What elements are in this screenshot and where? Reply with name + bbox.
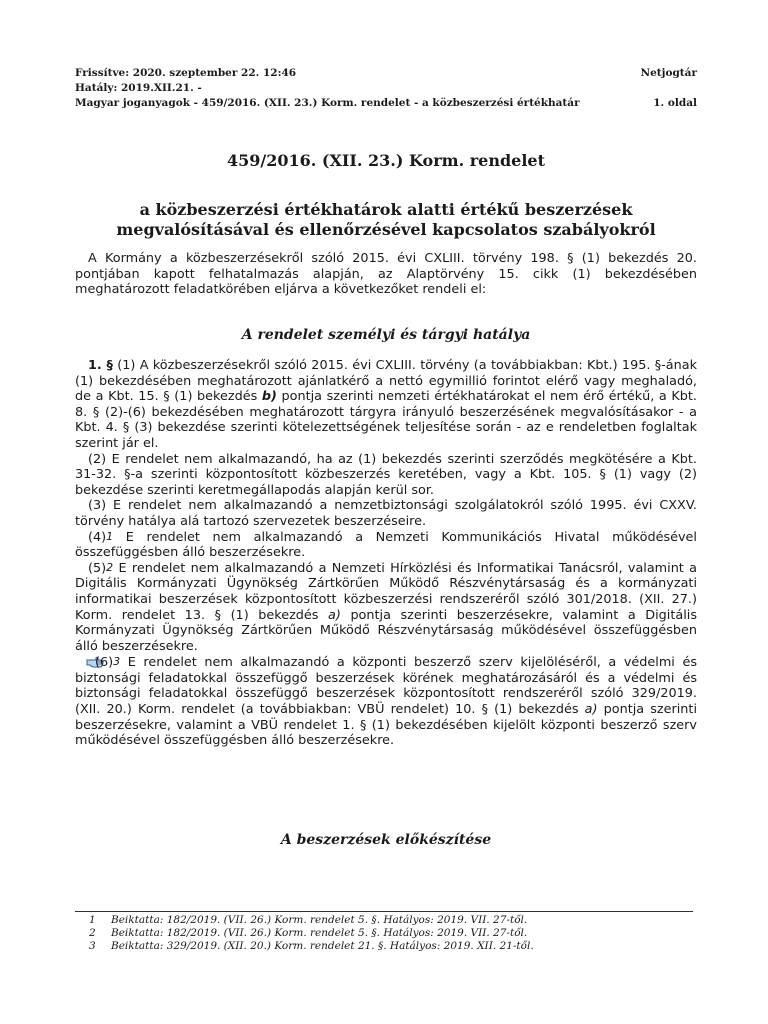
footnote-1: 1 Beiktatta: 182/2019. (VII. 26.) Korm. rendelet 5. §. Hatályos: 2019. VII. 27-től. xyxy=(89,914,528,926)
footnote-ref-2[interactable]: 2 xyxy=(106,560,114,574)
footnote-divider xyxy=(75,911,693,912)
section-heading-scope: A rendelet személyi és tárgyi hatálya xyxy=(241,327,531,343)
document-subtitle-line1: a közbeszerzési értékhatárok alatti értékű beszerzések xyxy=(139,200,633,219)
section-1-body xyxy=(75,358,697,749)
header-line-doc xyxy=(75,96,697,111)
paragraph-4: $(4)^1$ E rendelet nem alkalmazandó a Nemzeti Kommunikációs Hivatal működésével összefüggésben álló beszerzésekre. xyxy=(75,529,697,561)
header-line-effective xyxy=(75,81,697,96)
paragraph-1: 1. § (1) A közbeszerzésekről szóló 2015. évi CXLIII. törvény (a továbbiakban: Kbt.) 195. §-ának (1) bekezdésében meghatározott ajánlatkérő a nettó egymillió forintot elérő vagy meghaladó, de a Kbt. 15. § (1) bekezdés b) pontja szerinti nemzeti értékhatárokat el nem érő értékű, a Kbt. 8. § (2)-(6) bekezdésében meghatározott tárgyra irányuló beszerzésének megvalósításakor - a Kbt. 4. § (3) bekezdése szerinti kötelezettségének teljesítése során - az e rendeletben foglaltak szerint jár el. xyxy=(75,358,697,451)
document-subtitle-line2: megvalósításával és ellenőrzésével kapcsolatos szabályokról xyxy=(116,220,656,239)
footnote-ref-3[interactable]: 3 xyxy=(113,655,121,669)
footnote-3: 3 Beiktatta: 329/2019. (XII. 20.) Korm. rendelet 21. §. Hatályos: 2019. XII. 21-től. xyxy=(89,940,534,952)
preamble xyxy=(75,251,697,298)
doc-reference: Magyar joganyagok - 459/2016. (XII. 23.) Korm. rendelet - a közbeszerzési értékhatár xyxy=(75,97,580,109)
brand-name: Netjogtár xyxy=(640,67,697,79)
header-line-updated xyxy=(75,66,697,81)
preamble-text: A Kormány a közbeszerzésekről szóló 2015. évi CXLIII. törvény 198. § (1) bekezdés 20. pontjában kapott felhatalmazás alapján, az Alaptörvény 15. cikk (1) bekezdésében meghatározott feladatkörében eljárva a következőket rendeli el: xyxy=(75,251,697,298)
paragraph-5: $(5)^2$ E rendelet nem alkalmazandó a Nemzeti Hírközlési és Informatikai Tanácsról, valamint a Digitális Kormányzati Ügynökség Zártkörűen Működő Részvénytársaság és a kormányzati informatikai beszerzések központosított közbeszerzési rendszeréről szóló 301/2018. (XII. 27.) Korm. rendelet 13. § (1) bekezdés a) pontja szerinti beszerzésekre, valamint a Digitális Kormányzati Ügynökség Zártkörűen Működő Részvénytársaság működésével összefüggésben álló beszerzésekre. xyxy=(75,560,697,654)
paragraph-3: (3) E rendelet nem alkalmazandó a nemzetbiztonsági szolgálatokról szóló 1995. évi CXXV. törvény hatálya alá tartozó szervezetek beszerzéseire. xyxy=(75,498,697,529)
effective-date: Hatály: 2019.XII.21. - xyxy=(75,82,202,94)
updated-date: Frissítve: 2020. szeptember 22. 12:46 xyxy=(75,67,297,79)
footnote-2: 2 Beiktatta: 182/2019. (VII. 26.) Korm. rendelet 5. §. Hatályos: 2019. VII. 27-től. xyxy=(89,927,528,939)
paragraph-6: $(6)^3$ E rendelet nem alkalmazandó a központi beszerző szerv kijelöléséről, a védelmi és biztonsági feladatokkal összefüggő beszerzések körének meghatározásáról és a védelmi és biztonsági feladatokkal összefüggő beszerzések központosított rendszeréről szóló 329/2019. (XII. 20.) Korm. rendelet (a továbbiakban: VBÜ rendelet) 10. § (1) bekezdés a) pontja szerinti beszerzésekre, valamint a VBÜ rendelet 1. § (1) bekezdésében kijelölt központi beszerző szerv működésével összefüggésben álló beszerzésekre. xyxy=(75,655,697,749)
footnote-ref-1[interactable]: 1 xyxy=(106,529,114,543)
section-mark: 1. § xyxy=(88,358,113,373)
hand-pointer-icon[interactable] xyxy=(73,654,93,668)
paragraph-2: (2) E rendelet nem alkalmazandó, ha az (1) bekezdés szerinti szerződés megkötésére a Kbt. 31-32. §-a szerinti központosított közbeszerzés keretében, vagy a Kbt. 105. § (1) vagy (2) bekezdése szerinti keretmegállapodás alapján kerül sor. xyxy=(75,451,697,498)
section-heading-preparation: A beszerzések előkészítése xyxy=(280,832,492,848)
page-number: 1. oldal xyxy=(653,97,697,109)
document-title: 459/2016. (XII. 23.) Korm. rendelet xyxy=(227,151,545,170)
